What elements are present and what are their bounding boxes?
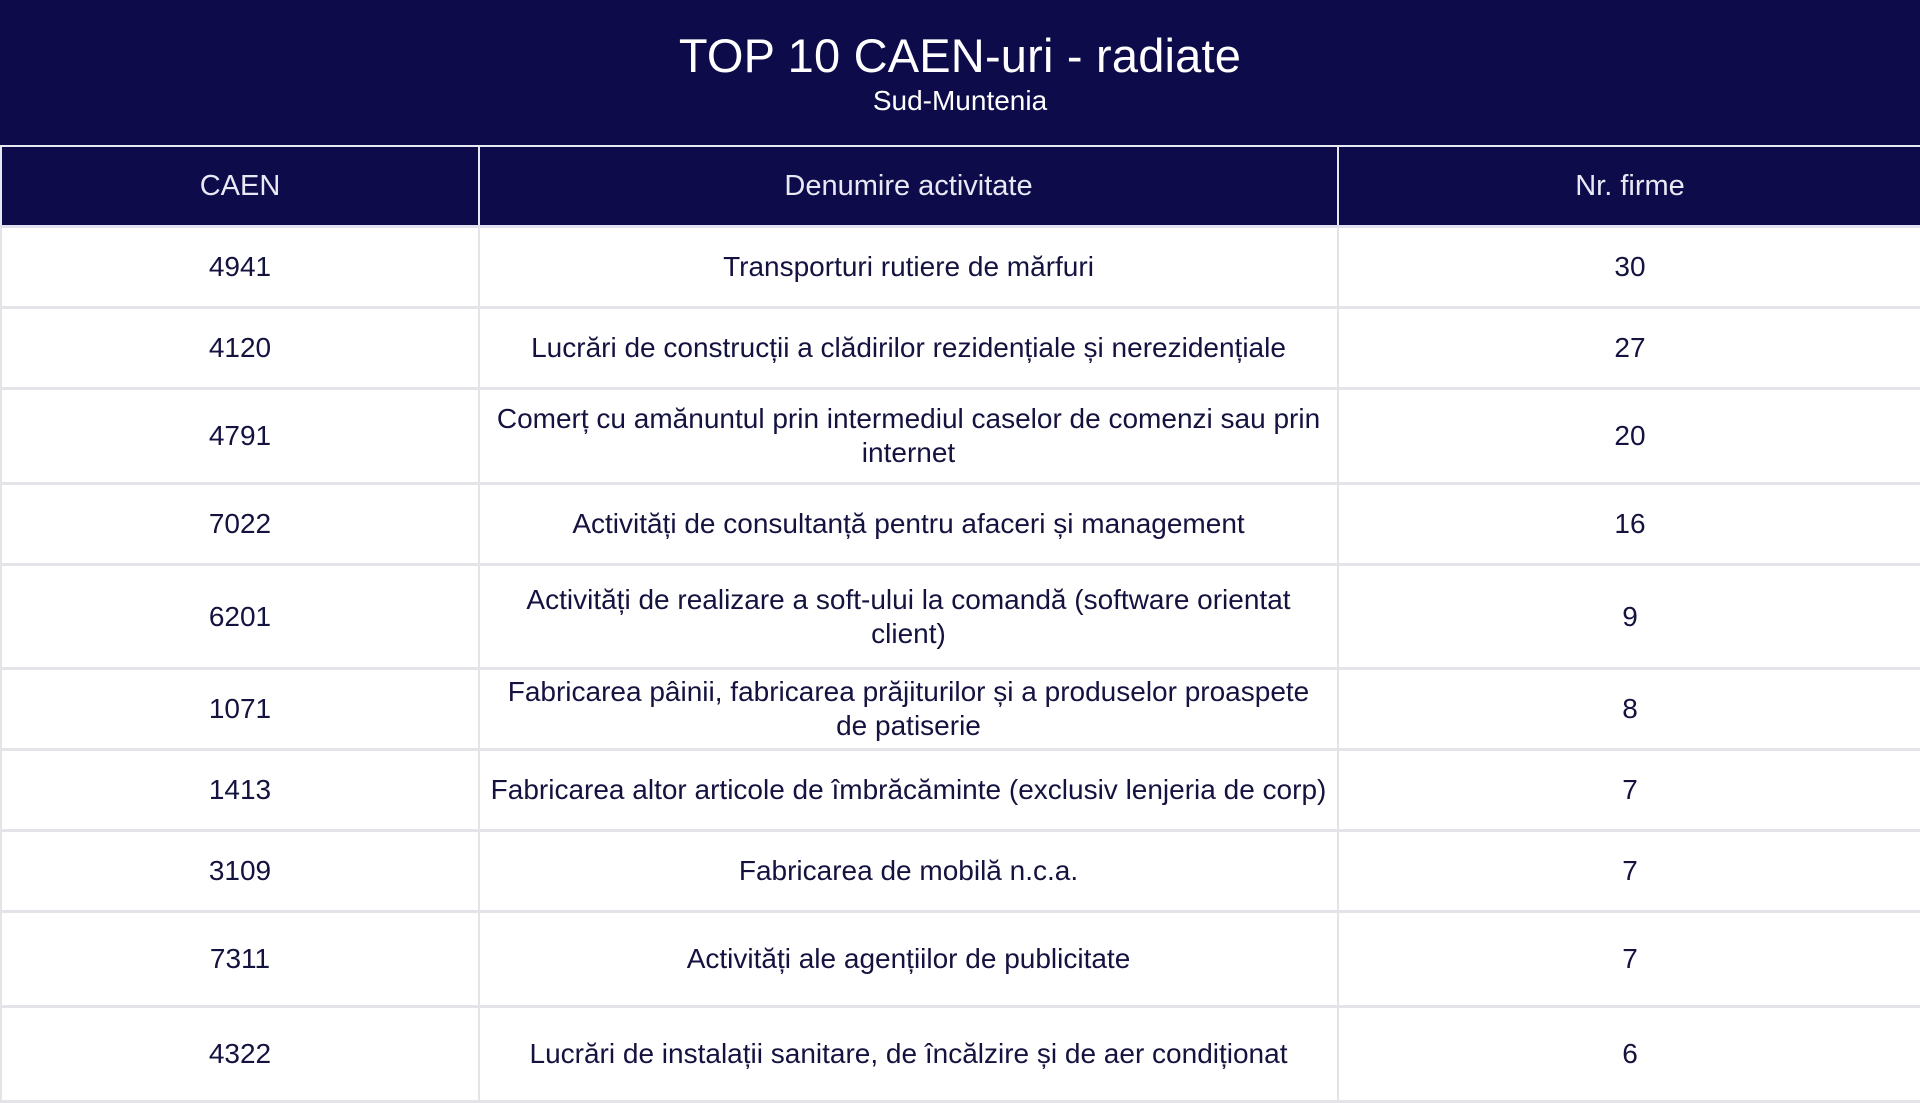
cell-caen: 6201 — [1, 565, 479, 669]
cell-caen: 1071 — [1, 669, 479, 750]
cell-nr-firme: 7 — [1338, 831, 1920, 912]
data-table — [0, 145, 1920, 1103]
cell-nr-firme: 6 — [1338, 1007, 1920, 1102]
cell-nr-firme: 30 — [1338, 227, 1920, 308]
table-row — [1, 484, 1920, 565]
table-row — [1, 750, 1920, 831]
cell-caen: 3109 — [1, 831, 479, 912]
cell-nr-firme: 7 — [1338, 750, 1920, 831]
cell-caen: 4322 — [1, 1007, 479, 1102]
cell-nr-firme: 7 — [1338, 912, 1920, 1007]
cell-nr-firme: 8 — [1338, 669, 1920, 750]
cell-caen: 4120 — [1, 308, 479, 389]
table-row — [1, 831, 1920, 912]
table-header-row — [1, 146, 1920, 227]
caen-table — [0, 145, 1920, 1103]
cell-denumire: Lucrări de construcții a clădirilor rezidențiale și nerezidențiale — [479, 308, 1338, 389]
cell-nr-firme: 16 — [1338, 484, 1920, 565]
page-subtitle: Sud-Muntenia — [872, 85, 1048, 116]
table-row — [1, 308, 1920, 389]
cell-denumire: Activități de consultanță pentru afaceri și management — [479, 484, 1338, 565]
table-row — [1, 565, 1920, 669]
title-band — [0, 0, 1920, 145]
cell-denumire: Activități de realizare a soft-ului la comandă (software orientat client) — [479, 565, 1338, 669]
cell-caen: 7311 — [1, 912, 479, 1007]
table-row — [1, 912, 1920, 1007]
cell-nr-firme: 20 — [1338, 389, 1920, 484]
cell-denumire: Lucrări de instalații sanitare, de încălzire și de aer condiționat — [479, 1007, 1338, 1102]
table-row — [1, 669, 1920, 750]
cell-nr-firme: 9 — [1338, 565, 1920, 669]
cell-denumire: Comerț cu amănuntul prin intermediul caselor de comenzi sau prin internet — [479, 389, 1338, 484]
page-title: TOP 10 CAEN-uri - radiate — [678, 29, 1242, 82]
cell-denumire: Activități ale agențiilor de publicitate — [479, 912, 1338, 1007]
column-header-denumire: Denumire activitate — [479, 146, 1338, 227]
cell-denumire: Fabricarea de mobilă n.c.a. — [479, 831, 1338, 912]
cell-denumire: Fabricarea altor articole de îmbrăcăminte (exclusiv lenjeria de corp) — [479, 750, 1338, 831]
cell-caen: 4941 — [1, 227, 479, 308]
cell-caen: 7022 — [1, 484, 479, 565]
cell-denumire: Fabricarea pâinii, fabricarea prăjiturilor și a produselor proaspete de patiserie — [479, 669, 1338, 750]
table-row — [1, 227, 1920, 308]
table-row — [1, 1007, 1920, 1102]
cell-nr-firme: 27 — [1338, 308, 1920, 389]
cell-denumire: Transporturi rutiere de mărfuri — [479, 227, 1338, 308]
column-header-nr-firme: Nr. firme — [1338, 146, 1920, 227]
column-header-caen: CAEN — [1, 146, 479, 227]
table-row — [1, 389, 1920, 484]
cell-caen: 4791 — [1, 389, 479, 484]
cell-caen: 1413 — [1, 750, 479, 831]
